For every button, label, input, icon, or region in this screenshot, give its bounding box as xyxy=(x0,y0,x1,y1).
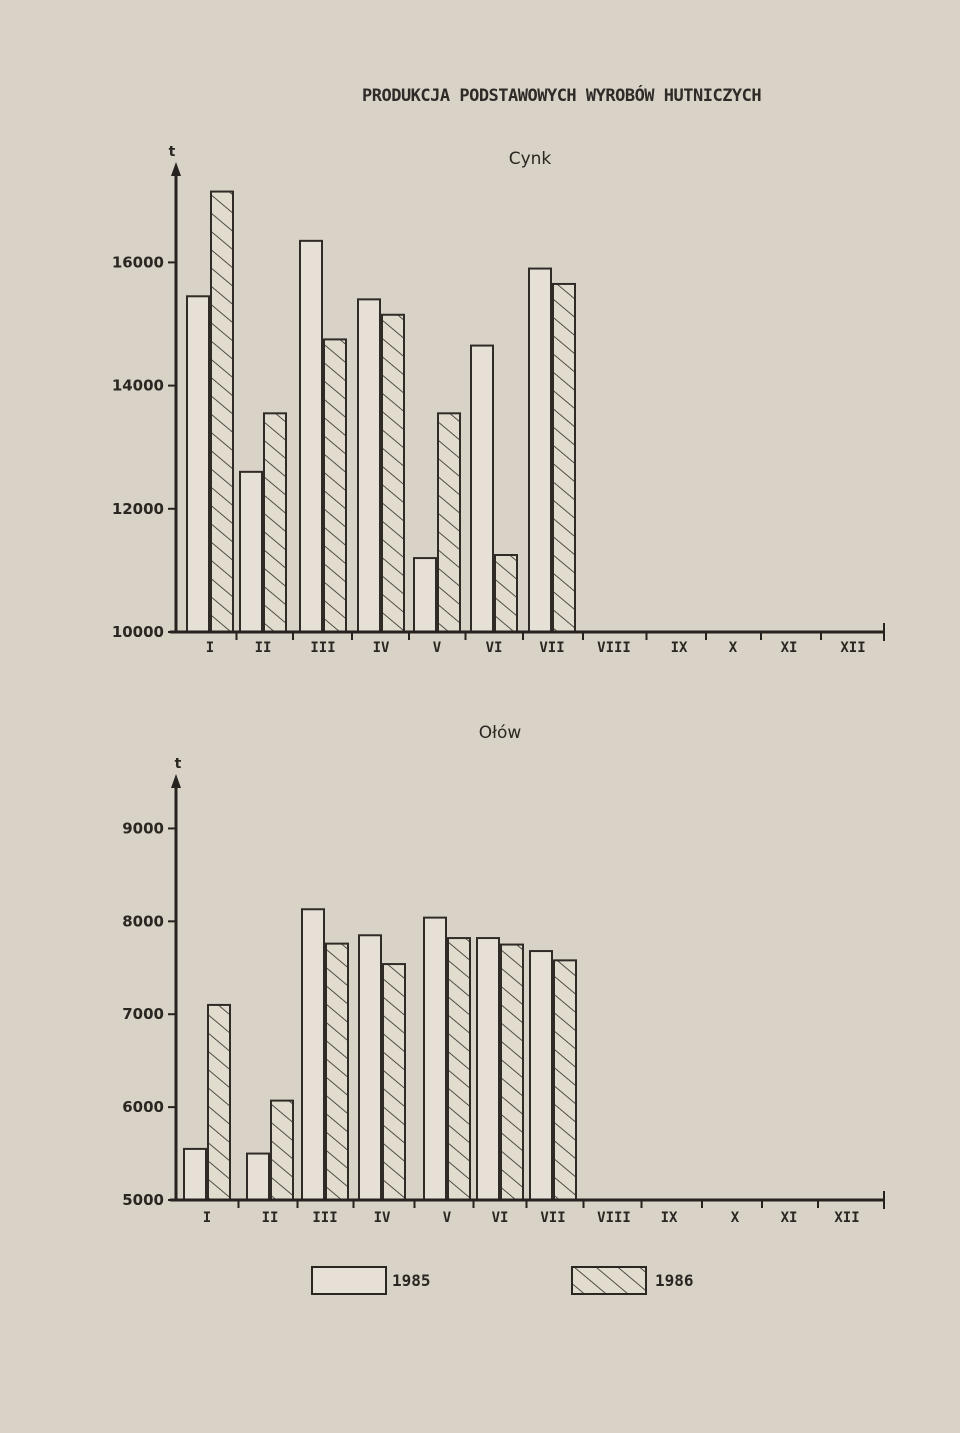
chart-1 xyxy=(112,144,884,656)
y-tick-label: 6000 xyxy=(122,1098,164,1117)
y-axis-arrow xyxy=(171,162,181,176)
bar-1986-VII xyxy=(554,960,576,1200)
x-tick-label: IV xyxy=(373,1210,391,1226)
bar-1986-II xyxy=(271,1101,293,1200)
x-tick-label: VIII xyxy=(597,1210,631,1226)
x-tick-label: XII xyxy=(840,640,866,656)
bar-1985-IV xyxy=(359,935,381,1200)
x-tick-label: X xyxy=(728,640,738,656)
bar-1986-VI xyxy=(495,555,517,632)
bar-1986-VI xyxy=(501,945,523,1200)
y-tick-label: 5000 xyxy=(122,1191,164,1209)
bar-1985-I xyxy=(187,296,209,632)
x-tick-label: VI xyxy=(485,640,503,656)
x-tick-label: XII xyxy=(834,1210,860,1226)
bar-1986-I xyxy=(208,1005,230,1200)
bar-1985-VII xyxy=(530,951,552,1200)
bar-1986-III xyxy=(324,339,346,632)
x-tick-label: II xyxy=(261,1210,279,1226)
bar-1986-IV xyxy=(383,964,405,1200)
bar-1985-IV xyxy=(358,299,380,632)
y-tick-label: 9000 xyxy=(122,819,164,838)
y-tick-label: 14000 xyxy=(111,376,164,395)
x-tick-label: VII xyxy=(539,640,565,656)
bar-1986-V xyxy=(448,938,470,1200)
y-axis-label: t xyxy=(174,756,182,772)
bar-1985-II xyxy=(247,1154,269,1200)
x-tick-label: X xyxy=(730,1210,740,1226)
bar-1985-I xyxy=(184,1149,206,1200)
bar-1986-V xyxy=(438,413,460,632)
bar-1985-II xyxy=(240,472,262,632)
bar-1985-VI xyxy=(471,346,493,632)
x-tick-label: VI xyxy=(491,1210,509,1226)
x-tick-label: I xyxy=(202,1210,212,1226)
legend xyxy=(312,1267,694,1294)
y-tick-label: 16000 xyxy=(111,253,164,272)
legend-label-1985: 1985 xyxy=(392,1271,431,1290)
bar-1985-III xyxy=(302,909,324,1200)
x-tick-label: XI xyxy=(780,640,798,656)
y-tick-label: 12000 xyxy=(111,499,164,518)
y-tick-label: 10000 xyxy=(111,623,164,641)
x-tick-label: V xyxy=(432,640,442,656)
bar-1985-III xyxy=(300,241,322,632)
x-tick-label: V xyxy=(442,1210,452,1226)
chart-2 xyxy=(122,723,884,1226)
x-tick-label: II xyxy=(254,640,272,656)
bar-1985-V xyxy=(424,918,446,1200)
page-title: PRODUKCJA PODSTAWOWYCH WYROBÓW HUTNICZYCH xyxy=(362,86,762,106)
y-axis-label: t xyxy=(168,144,176,160)
bar-1985-VI xyxy=(477,938,499,1200)
y-tick-label: 8000 xyxy=(122,912,164,931)
bar-1986-I xyxy=(211,192,233,632)
bar-1986-IV xyxy=(382,315,404,632)
y-axis-arrow xyxy=(171,774,181,788)
bar-1986-VII xyxy=(553,284,575,632)
bar-1985-V xyxy=(414,558,436,632)
x-tick-label: VII xyxy=(540,1210,566,1226)
x-tick-label: IX xyxy=(670,640,688,656)
legend-swatch-1986 xyxy=(572,1267,646,1294)
x-tick-label: IX xyxy=(660,1210,678,1226)
bar-1986-III xyxy=(326,944,348,1200)
x-tick-label: I xyxy=(205,640,215,656)
x-tick-label: IV xyxy=(372,640,390,656)
x-tick-label: VIII xyxy=(597,640,631,656)
legend-swatch-1985 xyxy=(312,1267,386,1294)
bar-1985-VII xyxy=(529,269,551,632)
x-tick-label: III xyxy=(310,640,336,656)
x-tick-label: XI xyxy=(780,1210,798,1226)
chart-title: Cynk xyxy=(508,149,552,169)
legend-label-1986: 1986 xyxy=(655,1271,694,1290)
y-tick-label: 7000 xyxy=(122,1005,164,1024)
chart-title: Ołów xyxy=(478,723,522,743)
bar-1986-II xyxy=(264,413,286,632)
x-tick-label: III xyxy=(312,1210,338,1226)
